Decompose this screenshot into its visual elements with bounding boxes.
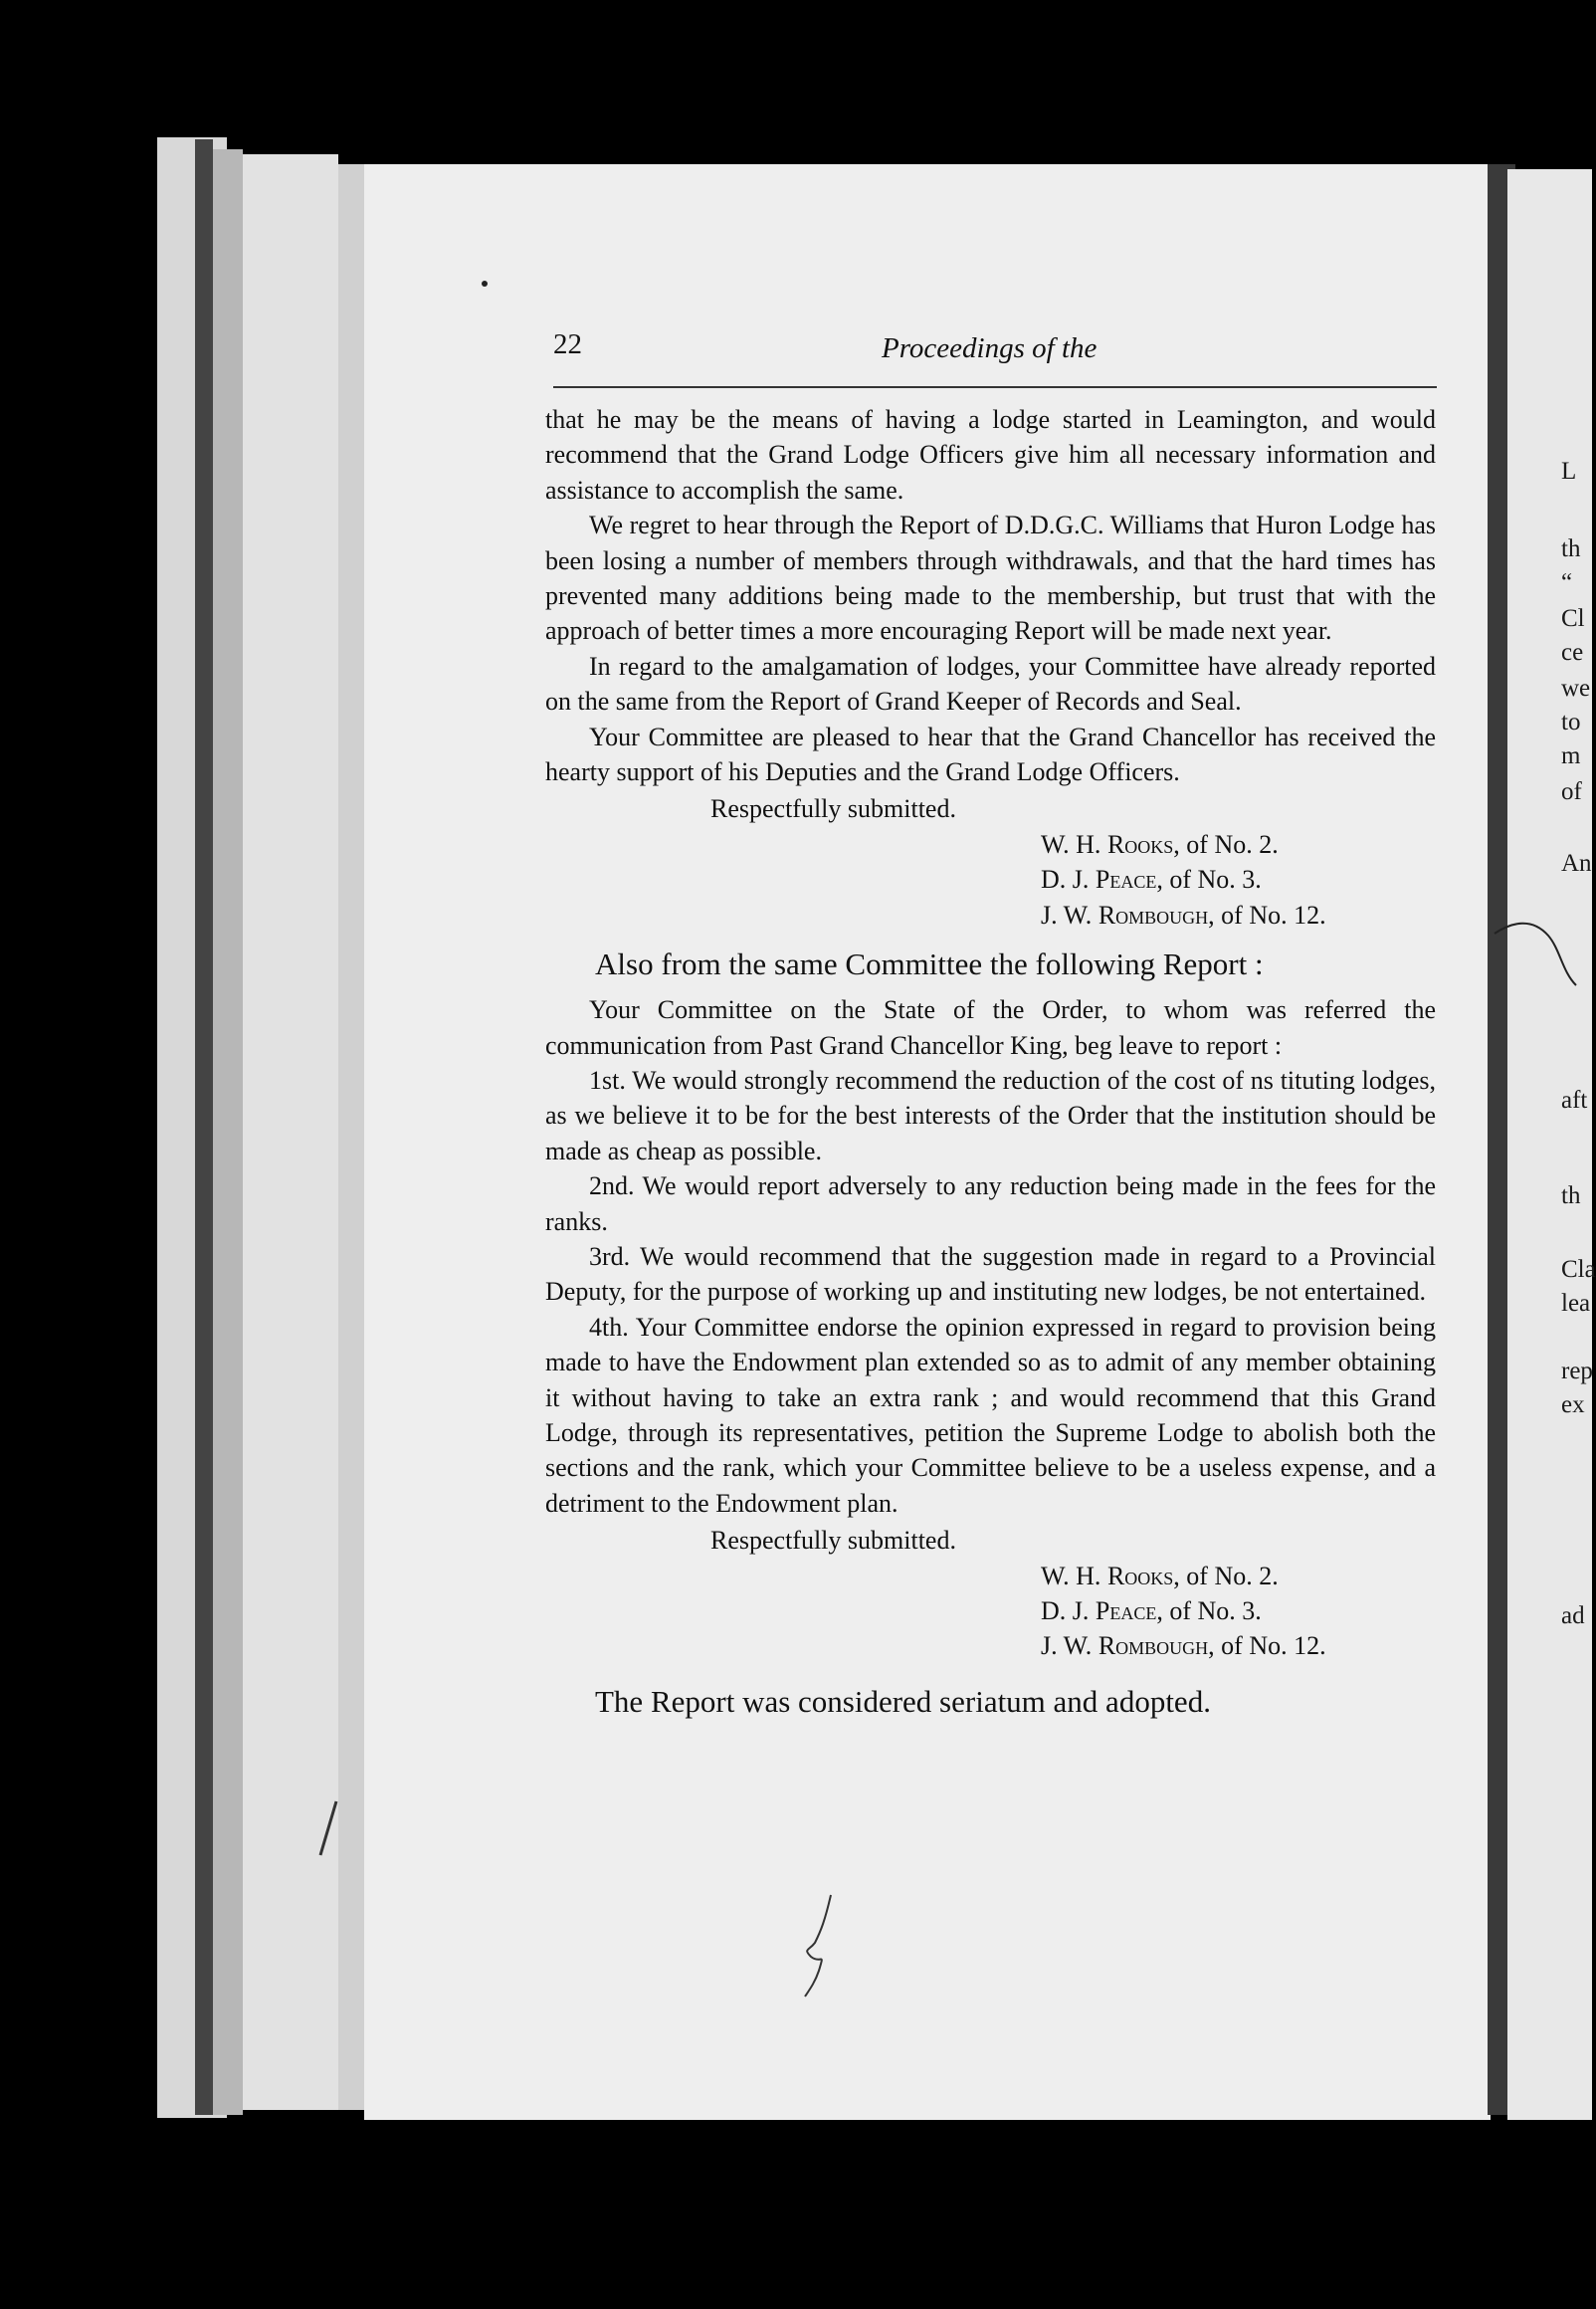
signature-line	[1041, 898, 1436, 933]
signature-surname: Peace	[1095, 865, 1157, 895]
paragraph: 3rd. We would recommend that the suggestion made in regard to a Provincial Deputy, for the purpose of working up and instituting new lodges, be not entertained.	[545, 1241, 1436, 1307]
paragraph: 1st. We would strongly recommend the reduction of the cost of ns tituting lodges, as we believe it to be for the best interests of the Order that the institution should be made as cheap as possible.	[545, 1065, 1436, 1165]
paragraph: Your Committee on the State of the Order, to whom was referred the communication from Past Grand Chancellor King, beg leave to report :	[545, 995, 1436, 1060]
pencil-mark	[791, 1891, 851, 2000]
signature-initials: D. J.	[1041, 1596, 1090, 1625]
facing-page-fragment: rep	[1561, 1358, 1593, 1384]
signature-line	[1041, 1593, 1436, 1628]
paragraph: Your Committee are pleased to hear that the Grand Chancellor has received the hearty support of his Deputies and the Grand Lodge Officers.	[545, 722, 1436, 787]
signature-initials: J. W.	[1041, 900, 1093, 930]
running-title: Proceedings of the	[882, 332, 1097, 364]
signature-surname: Rombough	[1097, 900, 1209, 930]
signature-line	[1041, 1559, 1436, 1593]
facing-page	[1507, 169, 1596, 2120]
paragraph: that he may be the means of having a lodge started in Leamington, and would recommend that the Grand Lodge Officers give him all necessary information and assistance to accomplish the same.	[545, 405, 1436, 505]
page-number: 22	[553, 328, 582, 360]
facing-page-fragment: ex	[1561, 1391, 1585, 1418]
paragraph: 2nd. We would report adversely to any reduction being made in the fees for the ranks.	[545, 1171, 1436, 1236]
book-page-edges	[213, 149, 243, 2115]
signature-initials: J. W.	[1041, 1631, 1093, 1661]
scan-speck	[480, 279, 490, 289]
signature-initials: D. J.	[1041, 865, 1090, 895]
facing-page-fragment: th	[1561, 535, 1581, 562]
facing-page-fragment: ce	[1561, 639, 1584, 666]
paragraph: We regret to hear through the Report of D.D.G.C. Williams that Huron Lodge has been losing a number of members through withdrawals, and that the hard times has prevented many additions being made to the membership, but trust that with the approach of better times a more encouraging Report will be made next year.	[545, 511, 1436, 646]
facing-page-fragment: Cl	[1561, 605, 1585, 632]
signature-initials: W. H.	[1041, 1561, 1101, 1590]
paragraph: 4th. Your Committee endorse the opinion expressed in regard to provision being made to have the Endowment plan extended so as to admit of any member obtaining it without having to take an extra rank ; and would recommend that this Grand Lodge, through its representatives, petition the Supreme Lodge to abolish both the sections and the rank, which your Committee believe to be a useless expense, and a detriment to the Endowment plan.	[545, 1312, 1436, 1518]
facing-page-fragment: of	[1561, 778, 1582, 805]
signature-surname: Rooks	[1106, 1561, 1174, 1590]
facing-page-fragment: aft	[1561, 1087, 1588, 1114]
signature-block	[545, 827, 1436, 933]
facing-page-fragment: ad	[1561, 1602, 1585, 1629]
facing-page-fragment: to	[1561, 709, 1581, 735]
facing-page-fragment: “	[1561, 569, 1573, 596]
facing-page-fragment: An	[1561, 850, 1592, 877]
signature-initials: W. H.	[1041, 829, 1101, 859]
facing-page-fragment: lea	[1561, 1290, 1591, 1317]
signature-line	[1041, 862, 1436, 897]
facing-page-fragment: Cla	[1561, 1256, 1596, 1283]
signature-block	[545, 1559, 1436, 1664]
signature-lodge: , of No. 3.	[1156, 865, 1262, 895]
signature-line	[1041, 827, 1436, 862]
signature-line	[1041, 1628, 1436, 1663]
closing-line: The Report was considered seriatum and adopted.	[595, 1683, 1211, 1719]
submitted-line: Respectfully submitted.	[710, 1526, 956, 1556]
header-rule	[553, 386, 1437, 388]
signature-lodge: , of No. 12.	[1208, 900, 1326, 930]
book-page-edges	[338, 164, 364, 2110]
running-header	[553, 328, 1439, 368]
signature-lodge: , of No. 12.	[1208, 1631, 1326, 1661]
signature-lodge: , of No. 2.	[1173, 829, 1279, 859]
signature-surname: Rombough	[1097, 1631, 1209, 1661]
facing-page-fragment: th	[1561, 1182, 1581, 1209]
facing-page-fragment: m	[1561, 742, 1581, 769]
book-spine-shadow	[195, 139, 213, 2115]
facing-page-fragment: L	[1561, 458, 1577, 485]
signature-lodge: , of No. 3.	[1156, 1596, 1262, 1625]
signature-surname: Rooks	[1106, 829, 1174, 859]
page-body	[545, 402, 1436, 1722]
signature-lodge: , of No. 2.	[1173, 1561, 1279, 1590]
section-heading: Also from the same Committee the following Report :	[595, 946, 1264, 982]
pencil-mark	[316, 1799, 340, 1859]
paragraph: In regard to the amalgamation of lodges, your Committee have already reported on the same from the Report of Grand Keeper of Records and Seal.	[545, 651, 1436, 717]
submitted-line: Respectfully submitted.	[710, 794, 956, 824]
signature-surname: Peace	[1095, 1596, 1157, 1625]
facing-page-fragment: we	[1561, 675, 1591, 702]
pencil-mark	[1493, 916, 1592, 1005]
